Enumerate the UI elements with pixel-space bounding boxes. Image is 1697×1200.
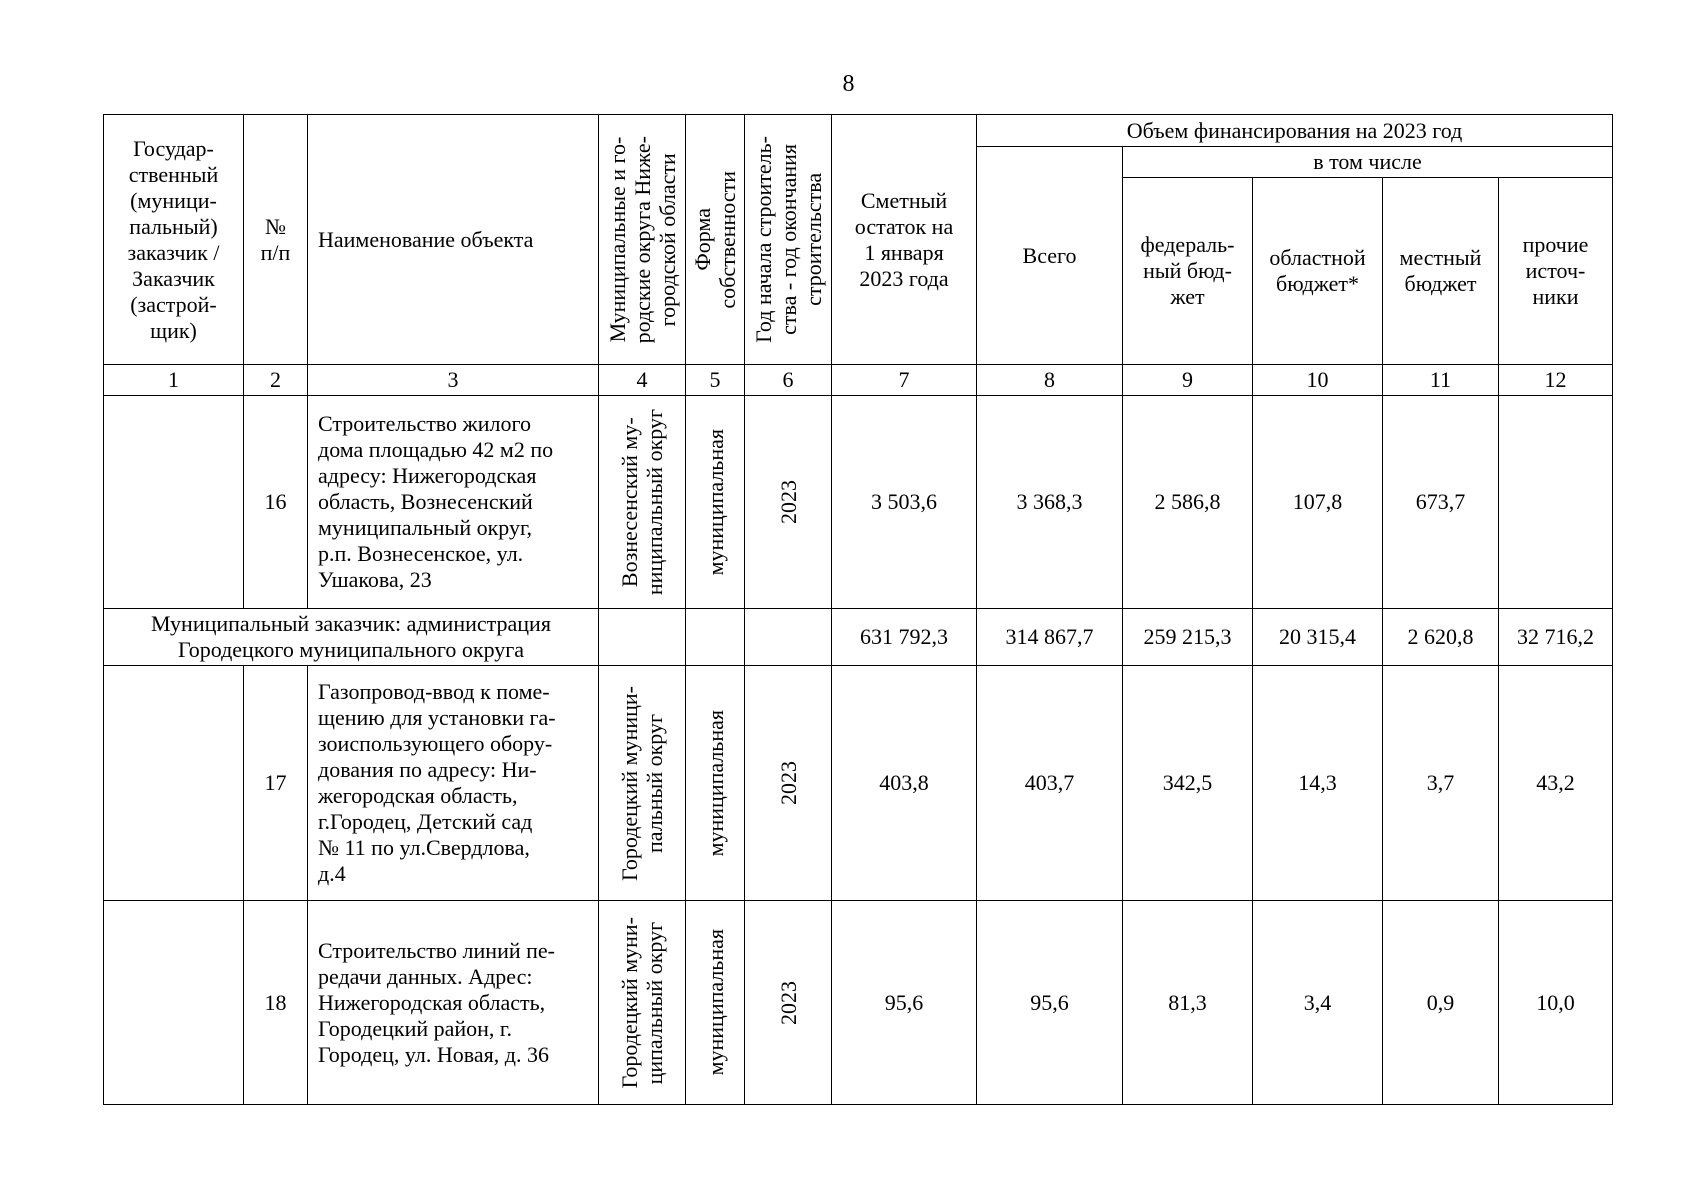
header-local: местный бюджет [1383,178,1499,365]
other-cell: 10,0 [1499,901,1613,1105]
table-row [104,901,1613,1105]
other-cell [1499,396,1613,609]
local-cell: 2 620,8 [1383,609,1499,666]
financing-table [103,114,1613,1105]
object-name: Газопровод-ввод к поме- щению для установки га- зоиспользующего обору- дования по адресу: Ни- жегородская область, г.Городец, Детский сад № 11 по ул.Свердлова, д.4 [308,666,599,901]
regional-cell: 3,4 [1253,901,1383,1105]
row-number: 17 [244,666,308,901]
header-district: Муниципальные и го- родские округа Ниже- городской области [599,115,686,365]
row-number: 18 [244,901,308,1105]
header-number: № п/п [244,115,308,365]
local-cell: 0,9 [1383,901,1499,1105]
ownership-cell: муниципальная [686,901,745,1105]
header-ownership: Форма собственности [686,115,745,365]
customer-cell [104,901,244,1105]
federal-cell: 81,3 [1123,901,1253,1105]
total-cell: 314 867,7 [977,609,1123,666]
remainder-cell: 3 503,6 [832,396,977,609]
page-number: 8 [842,71,855,97]
district-cell: Вознесенский му- ниципальный округ [599,396,686,609]
column-number: 11 [1383,365,1499,396]
header-object-name: Наименование объекта [308,115,599,365]
regional-cell: 107,8 [1253,396,1383,609]
row-number: 16 [244,396,308,609]
remainder-cell: 403,8 [832,666,977,901]
header-total: Всего [977,147,1123,365]
regional-cell: 14,3 [1253,666,1383,901]
object-name: Строительство жилого дома площадью 42 м2 по адресу: Нижегородская область, Вознесенский муниципальный округ, р.п. Вознесенское, ул. Ушакова, 23 [308,396,599,609]
customer-label: Муниципальный заказчик: администрация Городецкого муниципального округа [104,609,599,666]
total-cell: 95,6 [977,901,1123,1105]
district-cell: Городецкий муни- ципальный округ [599,901,686,1105]
customer-summary-row [104,609,1613,666]
year-cell: 2023 [745,901,832,1105]
column-number: 6 [745,365,832,396]
federal-cell: 2 586,8 [1123,396,1253,609]
empty-cell [686,609,745,666]
table-row [104,666,1613,901]
empty-cell [599,609,686,666]
column-number: 8 [977,365,1123,396]
empty-cell [745,609,832,666]
local-cell: 673,7 [1383,396,1499,609]
local-cell: 3,7 [1383,666,1499,901]
ownership-cell: муниципальная [686,666,745,901]
federal-cell: 259 215,3 [1123,609,1253,666]
column-number: 7 [832,365,977,396]
header-row-1 [104,115,1613,147]
regional-cell: 20 315,4 [1253,609,1383,666]
remainder-cell: 95,6 [832,901,977,1105]
ownership-cell: муниципальная [686,396,745,609]
other-cell: 43,2 [1499,666,1613,901]
header-federal: федераль- ный бюд- жет [1123,178,1253,365]
customer-cell [104,396,244,609]
header-regional: областной бюджет* [1253,178,1383,365]
column-number: 1 [104,365,244,396]
customer-cell [104,666,244,901]
district-cell: Городецкий муници- пальный округ [599,666,686,901]
column-number: 3 [308,365,599,396]
total-cell: 3 368,3 [977,396,1123,609]
remainder-cell: 631 792,3 [832,609,977,666]
year-cell: 2023 [745,396,832,609]
header-years: Год начала строитель- ства - год окончания строительства [745,115,832,365]
header-other: прочие источ- ники [1499,178,1613,365]
total-cell: 403,7 [977,666,1123,901]
header-remainder: Сметный остаток на 1 января 2023 года [832,115,977,365]
column-number: 12 [1499,365,1613,396]
other-cell: 32 716,2 [1499,609,1613,666]
column-number: 4 [599,365,686,396]
federal-cell: 342,5 [1123,666,1253,901]
year-cell: 2023 [745,666,832,901]
header-including: в том числе [1123,147,1613,178]
object-name: Строительство линий пе- редачи данных. Адрес: Нижегородская область, Городецкий район, г. Городец, ул. Новая, д. 36 [308,901,599,1105]
column-number: 2 [244,365,308,396]
column-numbers-row [104,365,1613,396]
column-number: 9 [1123,365,1253,396]
column-number: 10 [1253,365,1383,396]
header-customer: Государ- ственный (муници- пальный) заказчик / Заказчик (застрой- щик) [104,115,244,365]
column-number: 5 [686,365,745,396]
table-row [104,396,1613,609]
header-funding-group: Объем финансирования на 2023 год [977,115,1613,147]
